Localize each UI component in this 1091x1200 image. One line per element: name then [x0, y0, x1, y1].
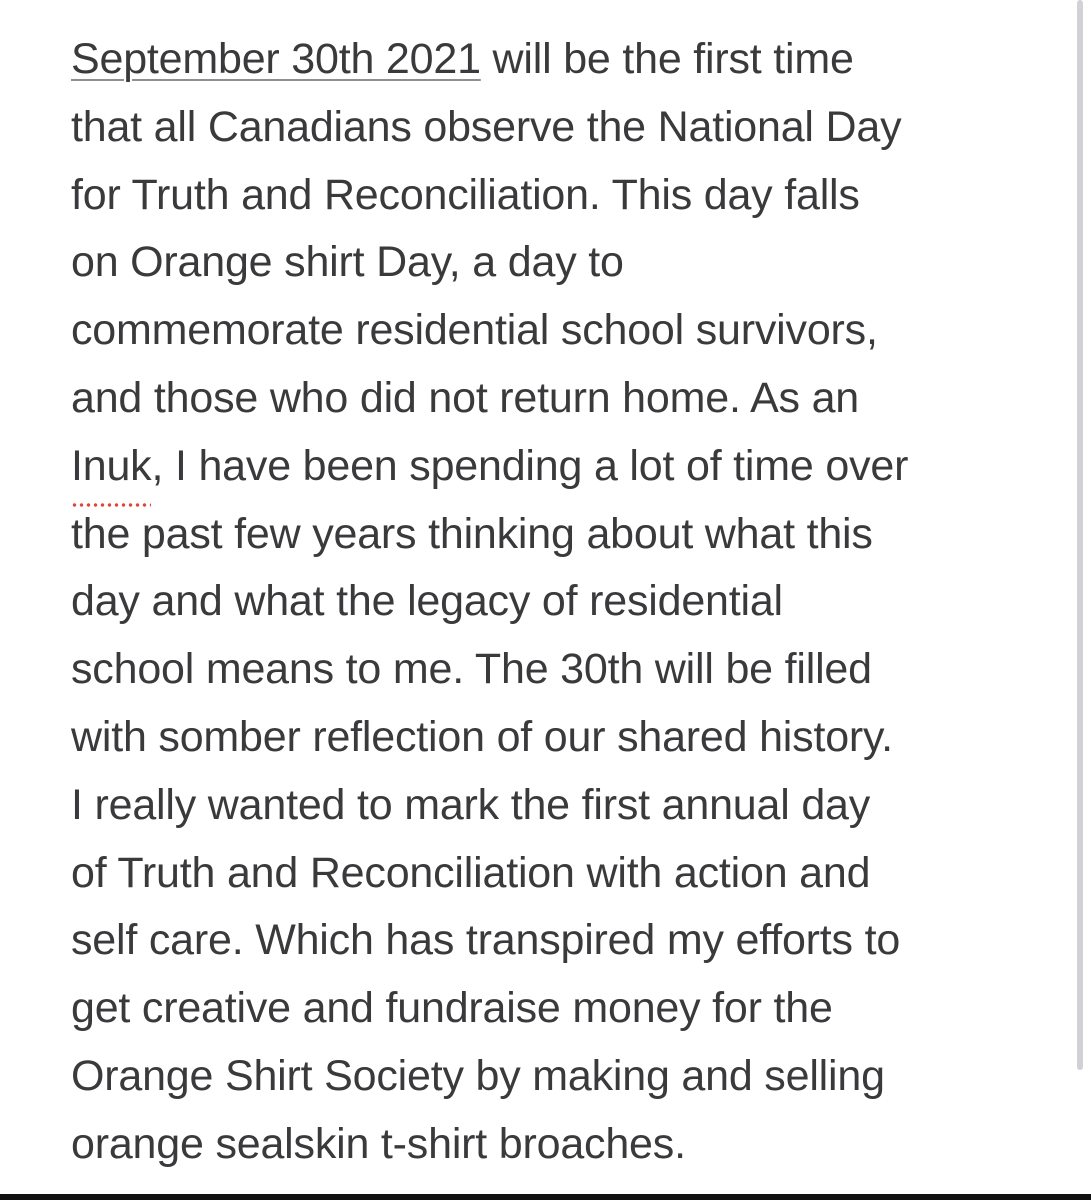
note-line: for Truth and Reconciliation. This day falls: [71, 170, 860, 219]
note-line: with somber reflection of our shared history.: [71, 712, 893, 761]
note-line-text: , I have been spending a lot of time over: [151, 441, 909, 490]
note-line: the past few years thinking about what this: [71, 509, 873, 558]
note-line: self care. Which has transpired my efforts to: [71, 916, 901, 965]
note-line: that all Canadians observe the National Day: [71, 102, 902, 151]
date-link[interactable]: September 30th 2021: [71, 35, 481, 83]
note-line: school means to me. The 30th will be filled: [71, 645, 872, 694]
note-text-body[interactable]: [71, 26, 1061, 1179]
note-line: of Truth and Reconciliation with action and: [71, 848, 871, 897]
note-line: commemorate residential school survivors,: [71, 306, 878, 355]
spellcheck-flagged-word[interactable]: Inuk: [71, 433, 151, 501]
note-line: orange sealskin t-shirt broaches.: [71, 1119, 686, 1168]
note-line: [71, 433, 1061, 501]
note-line: Orange Shirt Society by making and selling: [71, 1051, 885, 1100]
note-line: get creative and fundraise money for the: [71, 984, 833, 1033]
note-line: day and what the legacy of residential: [71, 577, 783, 626]
note-line: on Orange shirt Day, a day to: [71, 238, 624, 287]
note-line-text: will be the first time: [480, 35, 854, 83]
bottom-divider: [0, 1194, 1091, 1200]
note-line: I really wanted to mark the first annual day: [71, 780, 871, 829]
note-line: and those who did not return home. As an: [71, 373, 860, 422]
note-line: [71, 26, 1061, 94]
vertical-scrollbar[interactable]: [1077, 0, 1083, 1070]
